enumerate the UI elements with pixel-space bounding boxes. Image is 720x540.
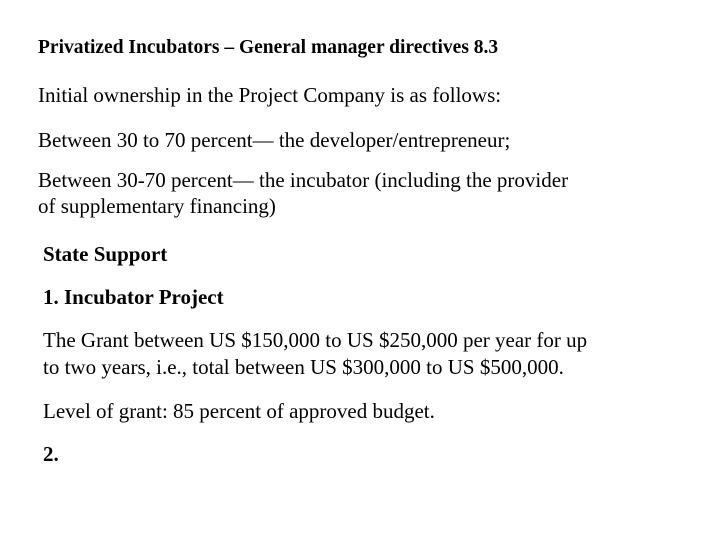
ownership-incubator: Between 30-70 percent— the incubator (including the provider xyxy=(38,168,569,192)
item2-heading: 2. xyxy=(43,442,59,466)
intro-text: Initial ownership in the Project Company is as follows: xyxy=(38,83,502,107)
grant-text-line2: to two years, i.e., total between US $300,000 to US $500,000. xyxy=(43,355,564,379)
state-support-heading: State Support xyxy=(43,242,168,266)
ownership-developer: Between 30 to 70 percent— the developer/entrepreneur; xyxy=(38,128,511,152)
slide-title: Privatized Incubators – General manager directives 8.3 xyxy=(38,37,499,58)
item1-heading-text: 1. Incubator Project xyxy=(43,285,224,309)
level-of-grant-text: Level of grant: 85 percent of approved budget. xyxy=(43,399,435,423)
ownership-incubator-cont: of supplementary financing) xyxy=(38,194,276,218)
grant-text-line1: The Grant between US $150,000 to US $250,000 per year for up xyxy=(43,328,588,352)
item1-heading xyxy=(43,283,224,311)
